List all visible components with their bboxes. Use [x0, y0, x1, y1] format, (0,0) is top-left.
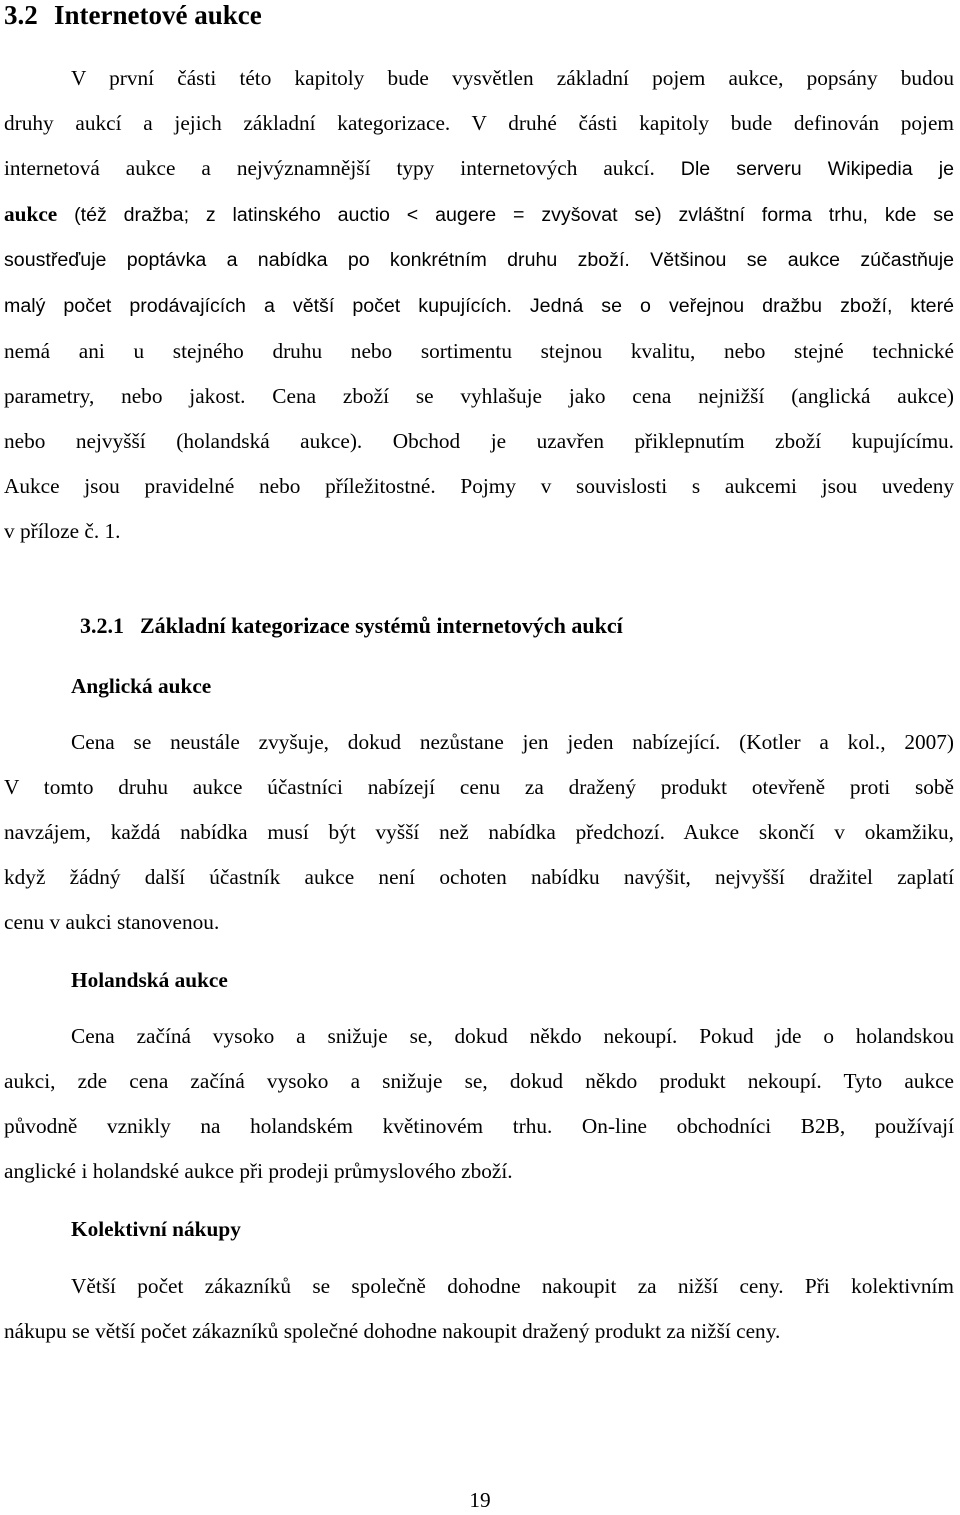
- paragraph-line: původně vznikly na holandském květinovém trhu. On-line obchodníci B2B, používají: [4, 1114, 954, 1138]
- paragraph-line: V první části této kapitoly bude vysvětlen základní pojem aukce, popsány budou: [71, 66, 954, 90]
- paragraph-line: [4, 192, 954, 238]
- paragraph-line: Aukce jsou pravidelné nebo příležitostné. Pojmy v souvislosti s aukcemi jsou uvedeny: [4, 474, 954, 498]
- text-run: Jedná se o veřejnou dražbu zboží, které: [529, 295, 954, 317]
- paragraph-line: nemá ani u stejného druhu nebo sortimentu stejnou kvalitu, nebo stejné technické: [4, 339, 954, 363]
- subsection-number: 3.2.1: [80, 613, 124, 638]
- paragraph-line: anglické i holandské aukce při prodeji průmyslového zboží.: [4, 1159, 513, 1183]
- paragraph-line: druhy aukcí a jejich základní kategorizace. V druhé části kapitoly bude definován pojem: [4, 111, 954, 135]
- wikipedia-quote-text: (též dražba; z latinského auctio < augere = zvyšovat se) zvláštní forma trhu, kde se: [57, 204, 954, 226]
- paragraph-line: cenu v aukci stanovenou.: [4, 910, 220, 934]
- wikipedia-quote-start: Dle serveru Wikipedia je: [680, 158, 955, 180]
- page-number: 19: [469, 1488, 491, 1512]
- subsection-heading: [80, 609, 623, 643]
- paragraph-line: nákupu se větší počet zákazníků společné dohodne nakoupit dražený produkt za nižší ceny.: [4, 1319, 781, 1343]
- paragraph-line: nebo nejvyšší (holandská aukce). Obchod je uzavřen přiklepnutím zboží kupujícímu.: [4, 429, 954, 453]
- paragraph-line: aukci, zde cena začíná vysoko a snižuje se, dokud někdo produkt nekoupí. Tyto aukce: [4, 1069, 954, 1093]
- intro-paragraph: [4, 56, 954, 554]
- collective-purchase-heading: Kolektivní nákupy: [71, 1217, 241, 1241]
- bold-term: aukce: [4, 202, 58, 226]
- paragraph-line: V tomto druhu aukce účastníci nabízejí cenu za dražený produkt otevřeně proti sobě: [4, 775, 954, 799]
- english-auction-heading: Anglická aukce: [71, 674, 212, 698]
- paragraph-line: Cena se neustále zvyšuje, dokud nezůstane jen jeden nabízející. (Kotler a kol., 2007): [71, 730, 954, 754]
- english-auction-paragraph: [4, 720, 954, 945]
- dutch-auction-paragraph: [4, 1014, 954, 1194]
- paragraph-line: Cena začíná vysoko a snižuje se, dokud někdo nekoupí. Pokud jde o holandskou: [71, 1024, 954, 1048]
- collective-purchase-paragraph: [4, 1264, 954, 1354]
- subsection-title: Základní kategorizace systémů internetových aukcí: [140, 613, 623, 638]
- wikipedia-quote-line: soustřeďuje poptávka a nabídka po konkrétním druhu zboží. Většinou se aukce zúčastňuje: [4, 249, 954, 271]
- section-title: Internetové aukce: [54, 0, 262, 30]
- paragraph-line: [4, 283, 954, 329]
- section-number: 3.2: [4, 0, 38, 30]
- paragraph-line: Větší počet zákazníků se společně dohodne nakoupit za nižší ceny. Při kolektivním: [71, 1274, 954, 1298]
- paragraph-line: parametry, nebo jakost. Cena zboží se vyhlašuje jako cena nejnižší (anglická aukce): [4, 384, 954, 408]
- text-run: internetová aukce a nejvýznamnější typy internetových aukcí.: [4, 156, 655, 180]
- paragraph-line: navzájem, každá nabídka musí být vyšší než nabídka předchozí. Aukce skončí v okamžiku,: [4, 820, 954, 844]
- section-heading: [4, 0, 262, 32]
- dutch-auction-heading: Holandská aukce: [71, 968, 228, 992]
- paragraph-line: [4, 146, 954, 192]
- paragraph-line: když žádný další účastník aukce není ochoten nabídku navýšit, nejvyšší dražitel zaplatí: [4, 865, 954, 889]
- paragraph-line: v příloze č. 1.: [4, 519, 121, 543]
- wikipedia-quote-text: malý počet prodávajících a větší počet kupujících.: [4, 295, 512, 317]
